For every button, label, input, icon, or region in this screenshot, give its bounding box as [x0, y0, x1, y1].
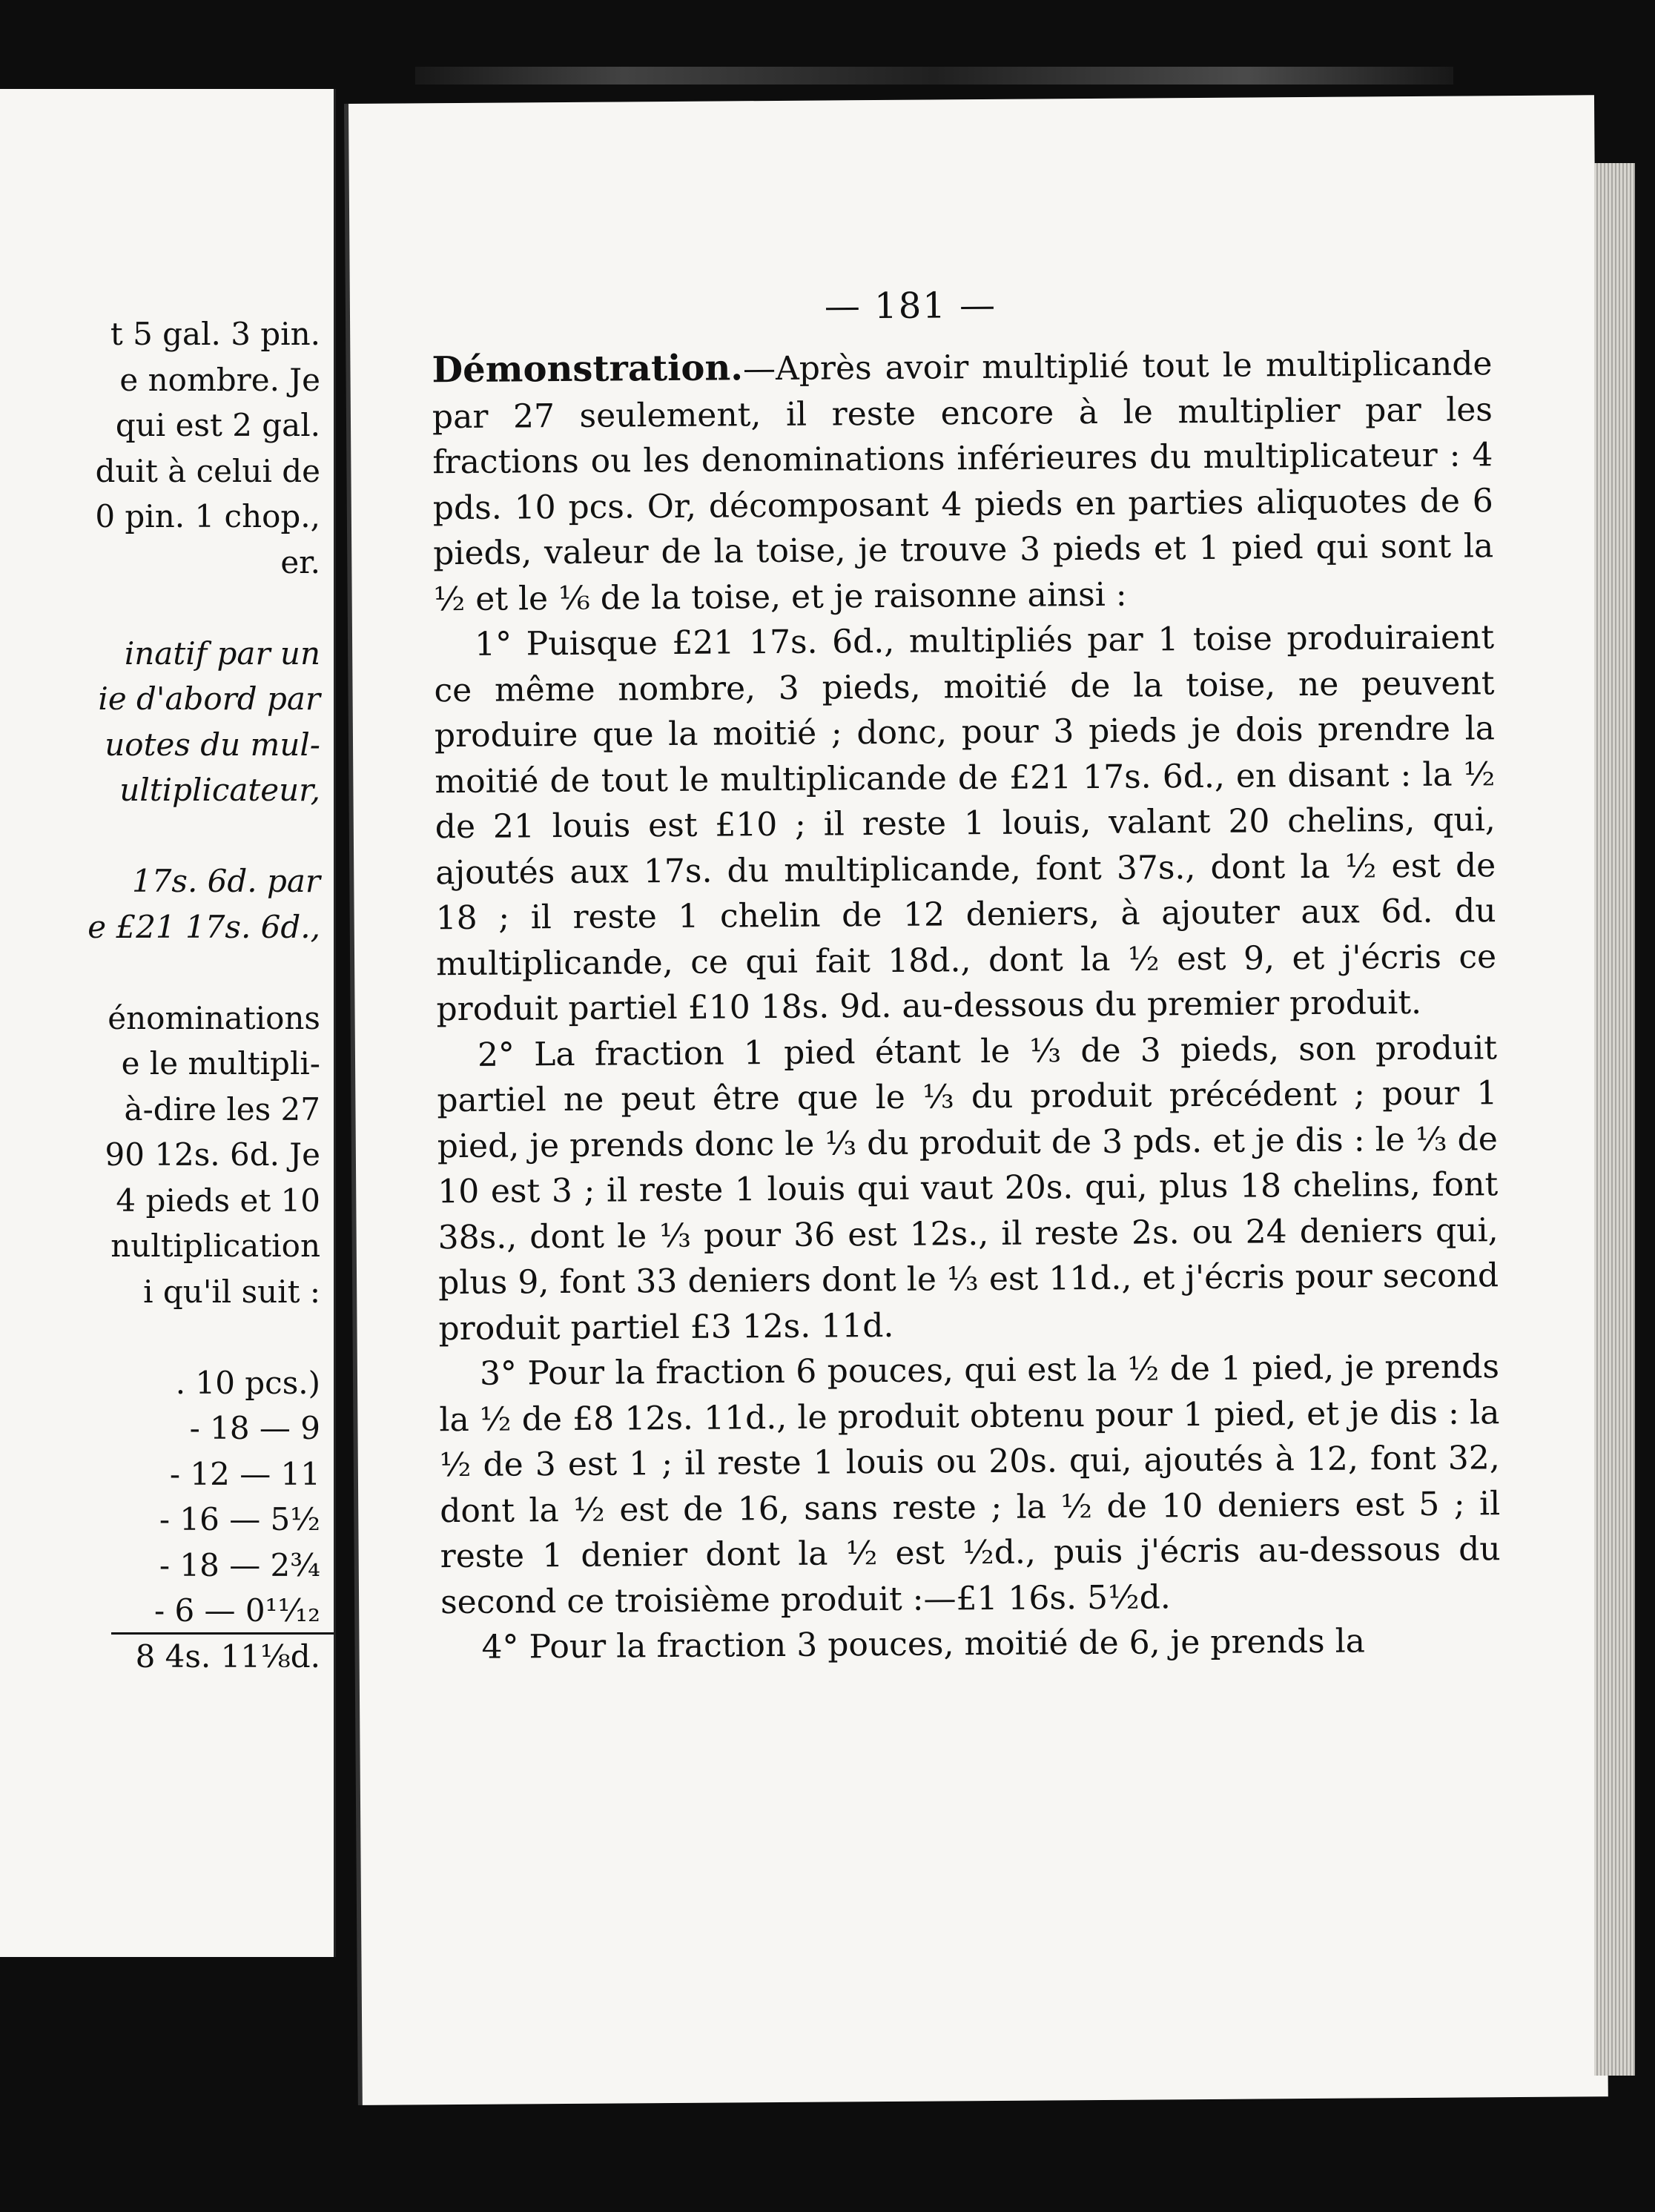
left-page-line: 0 pin. 1 chop., [95, 498, 320, 534]
page-edge [1594, 163, 1635, 2076]
left-page-line: i qu'il suit : [143, 1273, 320, 1310]
left-page-line: e £21 17s. 6d., [87, 908, 320, 945]
paragraph-text: —Après avoir multiplié tout le multiplicande par 27 seulement, il reste encore à le multiplier par les fractions ou les denominations inférieures du multiplicateur : 4 pds. 10 pcs. Or, décomposant 4 pieds en parties aliquotes de 6 pieds, valeur de la toise, je trouve 3 pieds et 1 pied qui sont la ½ et le ⅙ de la toise, et je raisonne ainsi : [432, 345, 1494, 618]
left-page-line: uotes du mul- [105, 726, 320, 763]
left-page-line: e nombre. Je [119, 361, 320, 398]
left-page-line: qui est 2 gal. [115, 407, 320, 443]
paragraph-4: 4° Pour la fraction 3 pouces, moitié de 6, je prends la [481, 1622, 1366, 1666]
left-page-line: t 5 gal. 3 pin. [110, 316, 320, 352]
left-page-line: ie d'abord par [98, 681, 320, 717]
left-page-line: - 18 — 2¾ [159, 1546, 320, 1583]
page-number: — 181 — [824, 284, 997, 328]
page-body [432, 340, 1501, 1670]
left-page-line: 90 12s. 6d. Je [105, 1136, 320, 1173]
left-page-line: ultiplicateur, [119, 772, 320, 808]
right-page [348, 95, 1608, 2105]
paragraph-1: 1° Puisque £21 17s. 6d., multipliés par 1 toise produiraient ce même nombre, 3 pieds, moitié de la toise, ne peuvent produire que la moitié ; donc, pour 3 pieds je dois prendre la moitié de tout le multiplicande de £21 17s. 6d., en disant : la ½ de 21 louis est £10 ; il reste 1 louis, valant 20 chelins, qui, ajoutés aux 17s. du multiplicande, font 37s., dont la ½ est de 18 ; il reste 1 chelin de 12 deniers, à ajouter aux 6d. du multiplicande, ce qui fait 18d., dont la ½ est 9, et j'écris ce produit partiel £10 18s. 9d. au-dessous du premier produit. [434, 618, 1497, 1029]
sum-rule [111, 1632, 334, 1635]
scan-artifact [415, 67, 1453, 85]
left-page-line: à-dire les 27 [124, 1090, 320, 1127]
left-page-line: inatif par un [124, 635, 320, 672]
left-page-line: 17s. 6d. par [131, 863, 320, 899]
section-title: Démonstration. [432, 347, 744, 391]
left-page-line: - 16 — 5½ [159, 1501, 320, 1537]
left-page-line: . 10 pcs.) [175, 1364, 320, 1401]
paragraph-2: 2° La fraction 1 pied étant le ⅓ de 3 pieds, son produit partiel ne peut être que le ⅓ du produit précédent ; pour 1 pied, je prends donc le ⅓ du produit de 3 pds. et je dis : le ⅓ de 10 est 3 ; il reste 1 louis qui vaut 20s. qui, plus 18 chelins, font 38s., dont le ⅓ pour 36 est 12s., il reste 2s. ou 24 deniers qui, plus 9, font 33 deniers dont le ⅓ est 11d., et j'écris pour second produit partiel £3 12s. 11d. [437, 1028, 1499, 1348]
left-page-line: er. [280, 543, 320, 580]
paragraph-demonstration [432, 340, 1494, 622]
left-page-line: 8 4s. 11⅛d. [135, 1638, 320, 1675]
left-page-line: - 18 — 9 [189, 1410, 320, 1446]
left-page-line: énominations [108, 999, 320, 1036]
left-page-line: nultiplication [110, 1228, 320, 1264]
paragraph-3: 3° Pour la fraction 6 pouces, qui est la ½ de 1 pied, je prends la ½ de £8 12s. 11d., le produit obtenu pour 1 pied, et je dis : la ½ de 3 est 1 ; il reste 1 louis ou 20s. qui, ajoutés à 12, font 32, dont la ½ est de 16, sans reste ; la ½ de 10 deniers est 5 ; il reste 1 denier dont la ½ est ½d., puis j'écris au-dessous du second ce troisième produit :—£1 16s. 5½d. [439, 1348, 1501, 1621]
left-page-line: e le multipli- [121, 1045, 320, 1082]
left-page-line: 4 pieds et 10 [116, 1182, 320, 1219]
left-page-line: - 12 — 11 [169, 1455, 320, 1492]
left-page-line: - 6 — 0¹¹⁄₁₂ [153, 1592, 320, 1629]
left-page [0, 89, 336, 1957]
left-page-line: duit à celui de [95, 452, 320, 489]
